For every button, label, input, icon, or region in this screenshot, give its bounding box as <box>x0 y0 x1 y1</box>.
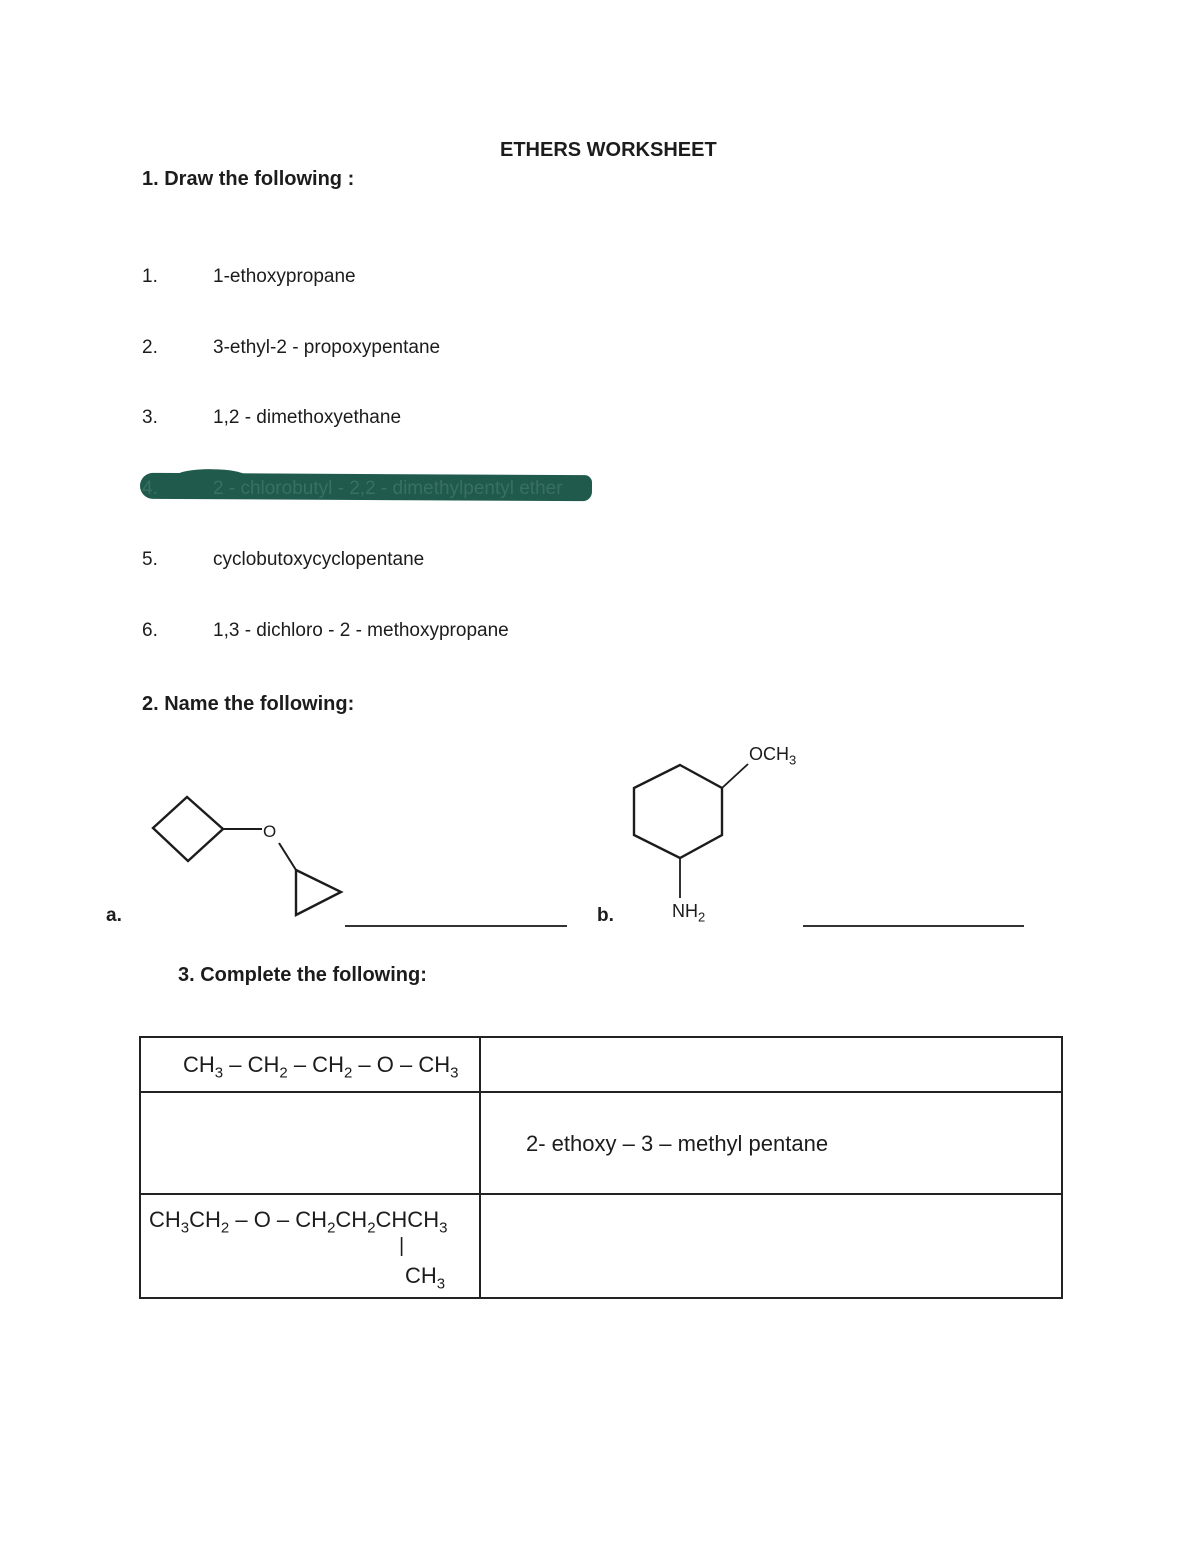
item-number: 6. <box>142 620 158 641</box>
oxygen-atom-label: O <box>263 822 277 841</box>
branch-methyl: $CH_3$ <box>405 1263 446 1293</box>
item-number-struck: 4. <box>142 478 158 499</box>
name-answer-cell[interactable] <box>480 1194 1062 1298</box>
item-text: 3-ethyl-2 - propoxypentane <box>213 337 441 358</box>
cyclohexane-ring <box>634 765 722 858</box>
formula-answer-cell[interactable] <box>140 1092 480 1194</box>
section-2-heading: 2. Name the following: <box>142 693 355 715</box>
name-cell <box>480 1092 1062 1194</box>
item-number: 5. <box>142 549 158 570</box>
nh2-label: $NH_2$ <box>672 901 706 925</box>
item-text: 1,3 - dichloro - 2 - methoxypropane <box>213 620 509 641</box>
formula-text: $CH_3 - CH_2 - CH_2$ – O – $CH_3$ <box>183 1052 459 1082</box>
branch-bond: | <box>399 1235 405 1257</box>
section-3-heading: 3. Complete the following: <box>178 964 427 986</box>
item-text: 1,2 - dimethoxyethane <box>213 407 402 428</box>
complete-table <box>139 1036 1063 1299</box>
och3-label: $OCH_3$ <box>749 744 797 768</box>
bond-to-och3 <box>722 764 748 788</box>
part-b-label: b. <box>597 905 614 926</box>
table-row <box>140 1037 1062 1092</box>
section-1-heading: 1. Draw the following : <box>142 168 355 190</box>
item-number: 3. <box>142 407 158 428</box>
item-text: 1-ethoxypropane <box>213 266 356 287</box>
item-text-struck: 2 - chlorobutyl - 2,2 - dimethylpentyl ether <box>213 478 563 499</box>
name-answer-cell[interactable] <box>480 1037 1062 1092</box>
part-a-label: a. <box>106 905 122 926</box>
item-number: 1. <box>142 266 158 287</box>
answer-line-b[interactable] <box>803 925 1024 927</box>
item-text: cyclobutoxycyclopentane <box>213 549 425 570</box>
formula-text: $CH_3CH_2$ – O – $CH_2CH_2CHCH_3$ <box>149 1207 448 1237</box>
table-row <box>140 1092 1062 1194</box>
page-title: ETHERS WORKSHEET <box>500 139 717 161</box>
formula-cell <box>140 1194 480 1298</box>
formula-cell <box>140 1037 480 1092</box>
table-row <box>140 1194 1062 1298</box>
item-number: 2. <box>142 337 158 358</box>
name-text: 2- ethoxy – 3 – methyl pentane <box>526 1131 829 1156</box>
